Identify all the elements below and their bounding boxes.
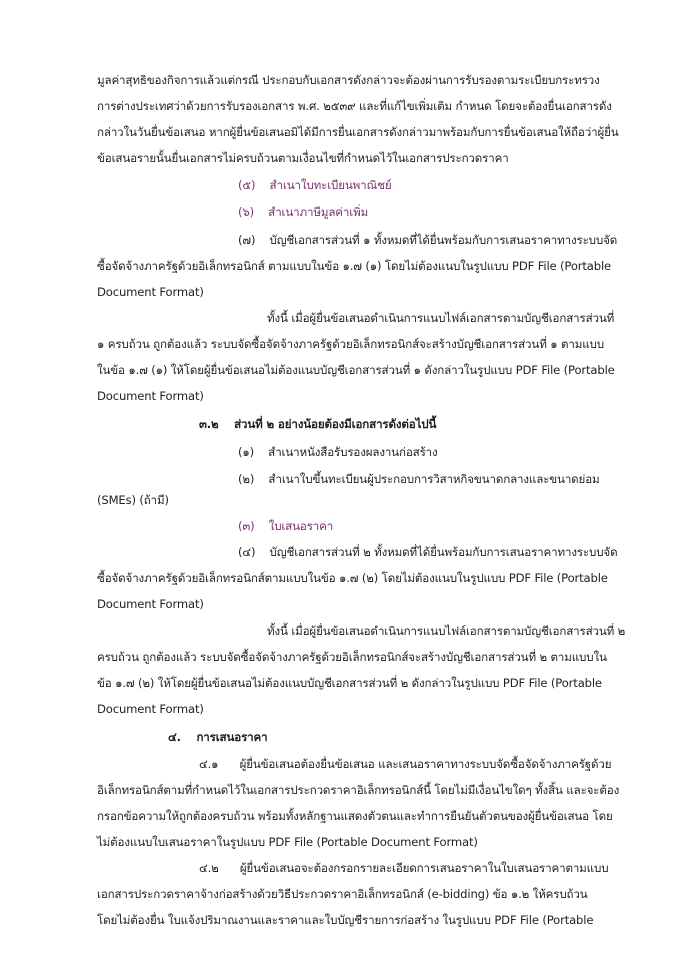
list-item-6 (238, 203, 368, 221)
paragraph-line: Document Format) (97, 702, 204, 716)
section-number: ๓.๒ (199, 417, 219, 431)
paragraph-line: ข้อ ๑.๗ (๒) ให้โดยผู้ยื่นข้อเสนอไม่ต้องแนบบัญชีเอกสารส่วนที่ ๒ ดังกล่าวในรูปแบบ PDF File (Portable (97, 676, 602, 690)
clause-number: ๔.๒ (199, 861, 219, 875)
list-item-number: (๓) (238, 519, 255, 533)
list-item-number: (๑) (238, 445, 254, 459)
paragraph-line: เอกสารประกวดราคาจ้างก่อสร้างด้วยวิธีประกวดราคาอิเล็กทรอนิกส์ (e-bidding) ข้อ ๑.๒ ให้ครบถ้วน (97, 887, 588, 901)
paragraph-line: ไม่ต้องแนบใบเสนอราคาในรูปแบบ PDF File (Portable Document Format) (97, 835, 478, 849)
list-item-text: บัญชีเอกสารส่วนที่ ๒ ทั้งหมดที่ได้ยื่นพร้อมกับการเสนอราคาทางระบบจัด (269, 545, 618, 559)
paragraph-line: อิเล็กทรอนิกส์ตามที่กำหนดไว้ในเอกสารประกวดราคาอิเล็กทรอนิกส์นี้ โดยไม่มีเงื่อนไขใดๆ ทั้งสิ้น และจะต้อง (97, 783, 620, 797)
list-item-number: (๔) (238, 545, 256, 559)
list-item-number: (๗) (238, 233, 256, 247)
section-heading (168, 728, 267, 746)
clause-4-1 (199, 755, 611, 773)
section-title: การเสนอราคา (196, 730, 268, 744)
list-item-number: (๖) (238, 205, 254, 219)
list-item-text: บัญชีเอกสารส่วนที่ ๑ ทั้งหมดที่ได้ยื่นพร้อมกับการเสนอราคาทางระบบจัด (269, 233, 618, 247)
paragraph-line: ในข้อ ๑.๗ (๑) ให้โดยผู้ยื่นข้อเสนอไม่ต้องแนบบัญชีเอกสารส่วนที่ ๑ ดังกล่าวในรูปแบบ PDF File (Portable (97, 363, 615, 377)
paragraph-line: ซื้อจัดจ้างภาครัฐด้วยอิเล็กทรอนิกส์ตามแบบในข้อ ๑.๗ (๒) โดยไม่ต้องแนบในรูปแบบ PDF File (Portable (97, 571, 608, 585)
paragraph-line: ๑ ครบถ้วน ถูกต้องแล้ว ระบบจัดซื้อจัดจ้างภาครัฐด้วยอิเล็กทรอนิกส์จะสร้างบัญชีเอกสารส่วนที่ ๑ ตามแบบ (97, 337, 604, 351)
clause-4-2 (199, 859, 608, 877)
list-item-text: สำเนาใบทะเบียนพาณิชย์ (269, 178, 392, 192)
list-item-7 (238, 231, 617, 249)
paragraph-line: ซื้อจัดจ้างภาครัฐด้วยอิเล็กทรอนิกส์ ตามแบบในข้อ ๑.๗ (๑) โดยไม่ต้องแนบในรูปแบบ PDF File (Portable (97, 259, 612, 273)
list-item-5 (238, 176, 391, 194)
list-item-text: สำเนาหนังสือรับรองผลงานก่อสร้าง (268, 445, 438, 459)
section-number: ๔. (168, 730, 181, 744)
list-item-text: สำเนาภาษีมูลค่าเพิ่ม (268, 205, 369, 219)
list-item-4 (238, 543, 617, 561)
paragraph-line: ข้อเสนอรายนั้นยื่นเอกสารไม่ครบถ้วนตามเงื่อนไขที่กำหนดไว้ในเอกสารประกวดราคา (97, 151, 509, 165)
paragraph-line: ทั้งนี้ เมื่อผู้ยื่นข้อเสนอดำเนินการแนบไฟล์เอกสารตามบัญชีเอกสารส่วนที่ ๒ (267, 624, 626, 638)
paragraph-line: กล่าวในวันยื่นข้อเสนอ หากผู้ยื่นข้อเสนอมิได้มีการยื่นเอกสารดังกล่าวมาพร้อมกับการยื่นข้อเสนอให้ถือว่าผู้ยื่น (97, 125, 619, 139)
section-heading (199, 415, 436, 433)
list-item-text: ใบเสนอราคา (268, 519, 334, 533)
paragraph-line: มูลค่าสุทธิของกิจการแล้วแต่กรณี ประกอบกับเอกสารดังกล่าวจะต้องผ่านการรับรองตามระเบียบกระทรวง (97, 73, 600, 87)
paragraph-line: ครบถ้วน ถูกต้องแล้ว ระบบจัดซื้อจัดจ้างภาครัฐด้วยอิเล็กทรอนิกส์จะสร้างบัญชีเอกสารส่วนที่ ๒ ตามแบบใน (97, 650, 607, 664)
paragraph-line: Document Format) (97, 285, 204, 299)
section-title: ส่วนที่ ๒ อย่างน้อยต้องมีเอกสารดังต่อไปนี้ (234, 417, 437, 431)
paragraph-line: Document Format) (97, 389, 204, 403)
paragraph-line: การต่างประเทศว่าด้วยการรับรองเอกสาร พ.ศ. ๒๕๓๙ และที่แก้ไขเพิ่มเติม กำหนด โดยจะต้องยื่นเอกสารดัง (97, 99, 612, 113)
list-item-3 (238, 517, 333, 535)
clause-text: ผู้ยื่นข้อเสนอจะต้องกรอกรายละเอียดการเสนอราคาในใบเสนอราคาตามแบบ (239, 861, 609, 875)
paragraph-line: โดยไม่ต้องยื่น ใบแจ้งปริมาณงานและราคาและใบบัญชีรายการก่อสร้าง ในรูปแบบ PDF File (Portable (97, 913, 594, 927)
list-item-text: สำเนาใบขึ้นทะเบียนผู้ประกอบการวิสาหกิจขนาดกลางและขนาดย่อม (268, 472, 600, 486)
paragraph-line: (SMEs) (ถ้ามี) (97, 493, 169, 507)
paragraph-line: กรอกข้อความให้ถูกต้องครบถ้วน พร้อมทั้งหลักฐานแสดงตัวตนและทำการยืนยันตัวตนของผู้ยื่นข้อเสนอ โดย (97, 809, 613, 823)
clause-number: ๔.๑ (199, 757, 219, 771)
list-item-1 (238, 443, 438, 461)
paragraph-line: ทั้งนี้ เมื่อผู้ยื่นข้อเสนอดำเนินการแนบไฟล์เอกสารตามบัญชีเอกสารส่วนที่ (267, 311, 615, 325)
list-item-number: (๒) (238, 472, 255, 486)
clause-text: ผู้ยื่นข้อเสนอต้องยื่นข้อเสนอ และเสนอราคาทางระบบจัดซื้อจัดจ้างภาครัฐด้วย (239, 757, 612, 771)
list-item-2 (238, 470, 600, 488)
paragraph-line: Document Format) (97, 597, 204, 611)
list-item-number: (๕) (238, 178, 256, 192)
